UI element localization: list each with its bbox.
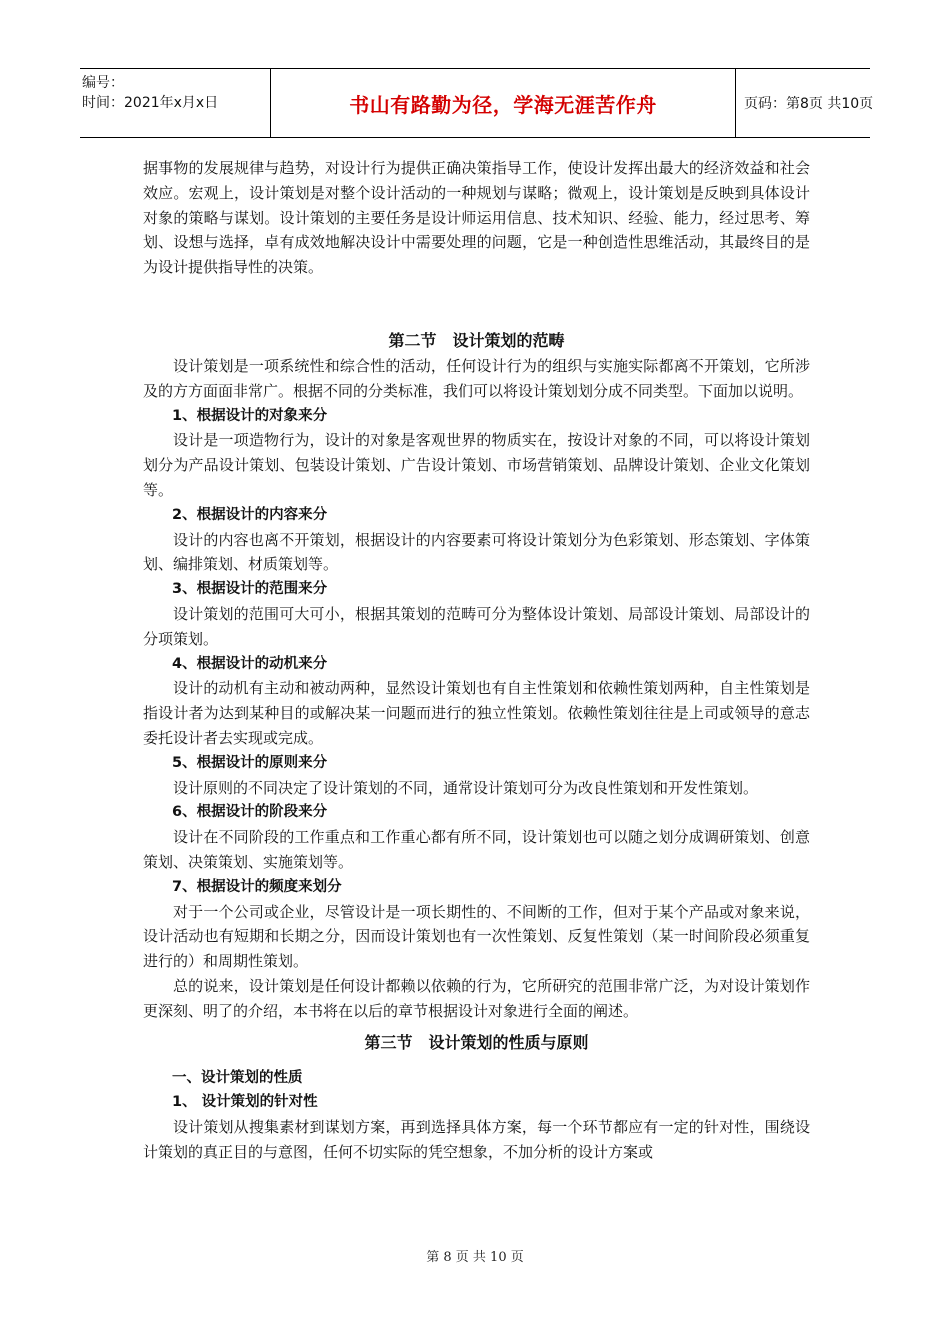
subsection-1-item-heading: 1、 设计策划的针对性	[172, 1094, 318, 1111]
intro-paragraph: 据事物的发展规律与趋势，对设计行为提供正确决策指导工作，使设计发挥出最大的经济效益和社会效应。宏观上，设计策划是对整个设计活动的一种规划与谋略；微观上，设计策划是反映到具体设计对象的策略与谋划。设计策划的主要任务是设计师运用信息、技术知识、经验、能力，经过思考、筹划、设想与选择，卓有成效地解决设计中需要处理的问题，它是一种创造性思维活动，其最终目的是为设计提供指导性的决策。	[143, 159, 810, 277]
document-body	[143, 156, 810, 1165]
item-5-heading: 5、根据设计的原则来分	[172, 754, 328, 771]
item-4-text: 设计的动机有主动和被动两种，显然设计策划也有自主性策划和依赖性策划两种，自主性策划是指设计者为达到某种目的或解决某一问题而进行的独立性策划。依赖性策划往往是上司或领导的意志委托设计者去实现或完成。	[143, 679, 810, 747]
date-label: 时间：2021年x月x日	[82, 95, 219, 111]
section-3-title: 第三节 设计策划的性质与原则	[364, 1032, 589, 1052]
item-7-heading: 7、根据设计的频度来划分	[172, 878, 342, 895]
item-2-heading: 2、根据设计的内容来分	[172, 506, 328, 523]
item-6-text: 设计在不同阶段的工作重点和工作重心都有所不同，设计策划也可以随之划分成调研策划、创意策划、决策策划、实施策划等。	[143, 828, 810, 871]
header-page	[736, 69, 874, 137]
section-2-title: 第二节 设计策划的范畴	[388, 330, 565, 350]
item-7-text: 对于一个公司或企业，尽管设计是一项长期性的、不间断的工作，但对于某个产品或对象来说，设计活动也有短期和长期之分，因而设计策划也有一次性策划、反复性策划（某一时间阶段必须重复进行的）和周期性策划。	[143, 902, 810, 971]
section-2-intro: 设计策划是一项系统性和综合性的活动，任何设计行为的组织与实施实际都离不开策划，它所涉及的方方面面非常广。根据不同的分类标准，我们可以将设计策划划分成不同类型。下面加以说明。	[143, 356, 810, 400]
motto-text: 书山有路勤为径，学海无涯苦作舟	[349, 92, 657, 117]
item-4-heading: 4、根据设计的动机来分	[172, 655, 328, 672]
header-motto	[271, 69, 736, 137]
item-6-heading: 6、根据设计的阶段来分	[172, 804, 328, 821]
number-label: 编号：	[82, 75, 124, 91]
header-meta	[80, 69, 271, 137]
item-3-heading: 3、根据设计的范围来分	[172, 581, 328, 598]
summary-paragraph: 总的说来，设计策划是任何设计都赖以依赖的行为，它所研究的范围非常广泛，为对设计策划作更深刻、明了的介绍，本书将在以后的章节根据设计对象进行全面的阐述。	[143, 976, 810, 1020]
item-1-text: 设计是一项造物行为，设计的对象是客观世界的物质实在，按设计对象的不同，可以将设计策划划分为产品设计策划、包装设计策划、广告设计策划、市场营销策划、品牌设计策划、企业文化策划等。	[143, 431, 810, 499]
page-label: 页码：第8页 共10页	[744, 96, 874, 112]
page-header	[80, 68, 874, 138]
subsection-1-text: 设计策划从搜集素材到谋划方案，再到选择具体方案，每一个环节都应有一定的针对性，围绕设计策划的真正目的与意图，任何不切实际的凭空想象，不加分析的设计方案或	[143, 1118, 810, 1161]
item-5-text: 设计原则的不同决定了设计策划的不同，通常设计策划可分为改良性策划和开发性策划。	[173, 778, 759, 797]
item-1-heading: 1、根据设计的对象来分	[172, 407, 328, 424]
item-3-text: 设计策划的范围可大可小，根据其策划的范畴可分为整体设计策划、局部设计策划、局部设计的分项策划。	[143, 604, 810, 648]
item-2-text: 设计的内容也离不开策划，根据设计的内容要素可将设计策划分为色彩策划、形态策划、字体策划、编排策划、材质策划等。	[143, 530, 810, 574]
subsection-1-heading: 一、设计策划的性质	[172, 1069, 303, 1086]
page-footer: 第 8 页 共 10 页	[426, 1250, 524, 1265]
